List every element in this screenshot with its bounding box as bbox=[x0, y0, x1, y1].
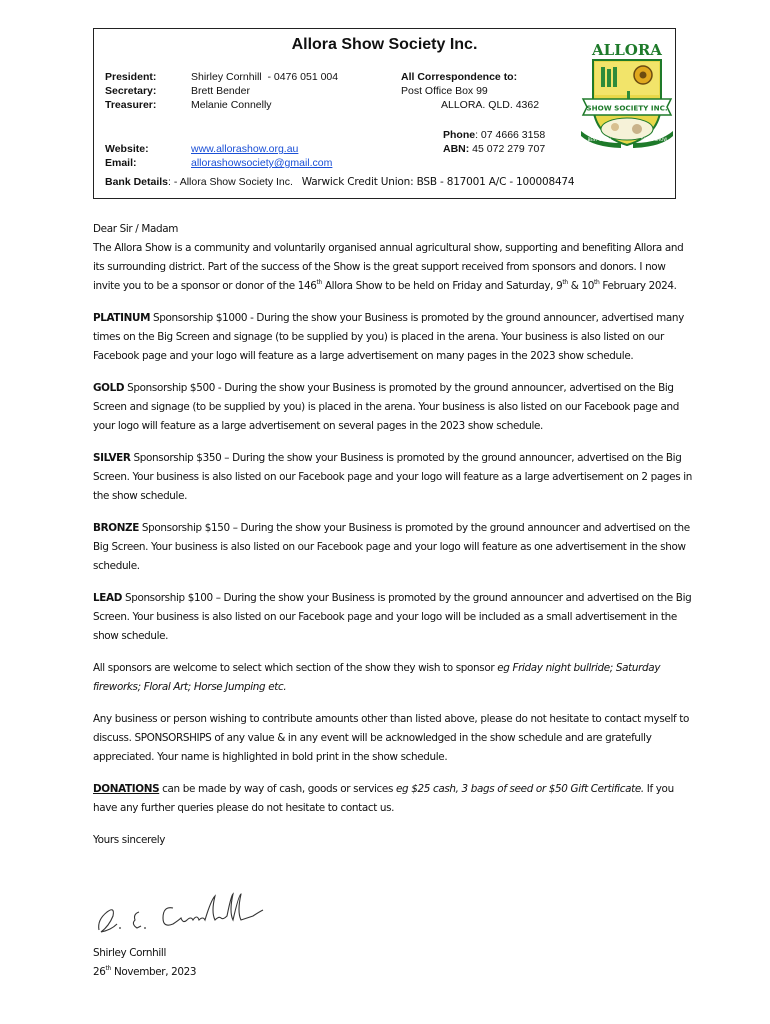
tier-lead: LEAD Sponsorship $100 – During the show your Business is promoted by the ground announcer and advertised on the Big Screen. Your business is also listed on our Facebook page and your logo will be included as a small advertisement in the show schedule. bbox=[93, 592, 692, 642]
address-line1: Post Office Box 99 bbox=[401, 85, 488, 97]
secretary-name: Brett Bender bbox=[191, 85, 250, 97]
secretary-label: Secretary: bbox=[105, 85, 157, 97]
president-name: Shirley Cornhill - 0476 051 004 bbox=[191, 71, 339, 83]
sponsor-examples: eg Friday night bullride; Saturday fireworks; Floral Art; Horse Jumping etc. bbox=[93, 662, 661, 693]
tier-gold: GOLD Sponsorship $500 - During the show your Business is promoted by the ground announcer, advertised on the Big Screen and signage (to be supplied by you) is placed in the arena. Your business is also listed on our Facebook page and your logo will feature as a large advertisement on several pages in the 2023 show schedule. bbox=[93, 382, 680, 432]
donation-examples: eg $25 cash, 3 bags of seed or $50 Gift Certificate. bbox=[395, 783, 644, 795]
bank-details-line bbox=[105, 175, 574, 189]
allora-show-logo bbox=[581, 35, 673, 151]
phone-label: Phone bbox=[443, 129, 476, 141]
tier-platinum: PLATINUM Sponsorship $1000 - During the show your Business is promoted by the ground announcer, advertised many times on the Big Screen and signage (to be supplied by you) is placed in the arena. Your business is also listed on our Facebook page and your logo will feature as a large advertisement on many pages in the 2023 show schedule. bbox=[93, 312, 684, 362]
email-link[interactable]: allorashowsociety@gmail.com bbox=[191, 157, 333, 169]
donations-label: DONATIONS bbox=[93, 783, 160, 795]
treasurer-label: Treasurer: bbox=[105, 99, 157, 111]
bank-account: Warwick Credit Union: BSB - 817001 A/C - 100008474 bbox=[301, 176, 575, 188]
bank-label: Bank Details bbox=[105, 176, 169, 188]
treasurer-name: Melanie Connelly bbox=[191, 99, 272, 111]
salutation: Dear Sir / Madam bbox=[93, 223, 179, 235]
donations-paragraph: DONATIONS can be made by way of cash, goods or services eg $25 cash, 3 bags of seed or $50 Gift Certificate. If you have any further queries please do not hesitate to contact us. bbox=[93, 783, 674, 814]
intro-paragraph: The Allora Show is a community and voluntarily organised annual agricultural show, supporting and benefiting Allora and its surrounding district. Part of the success of the Show is the great support received from sponsors and donors. I now invite you to be a sponsor or donor of the 146th Allora Show to be held on Friday and Saturday, 9th & 10th February 2024. bbox=[93, 242, 684, 292]
phone-number: : 07 4666 3158 bbox=[475, 129, 546, 141]
logo-banner-text: SHOW SOCIETY INC. bbox=[586, 103, 668, 113]
tier-name: LEAD bbox=[93, 592, 122, 604]
sponsors-paragraph: All sponsors are welcome to select which section of the show they wish to sponsor eg Friday night bullride; Saturday fireworks; Floral Art; Horse Jumping etc. bbox=[93, 662, 661, 693]
signature-image bbox=[93, 890, 268, 938]
abn-number: 45 072 279 707 bbox=[472, 143, 546, 155]
phone-line bbox=[443, 128, 545, 142]
tier-name: SILVER bbox=[93, 452, 131, 464]
president-phone: - 0476 051 004 bbox=[267, 71, 339, 83]
abn-line bbox=[443, 142, 545, 156]
email-label: Email: bbox=[105, 157, 137, 169]
closing: Yours sincerely bbox=[93, 834, 166, 846]
signer-block bbox=[93, 944, 196, 982]
signer-name: Shirley Cornhill bbox=[93, 947, 167, 959]
org-name: Allora Show Society Inc. bbox=[291, 36, 478, 53]
tier-silver: SILVER Sponsorship $350 – During the show your Business is promoted by the ground announcer, advertised on the Big Screen. Your business is also listed on our Facebook page and your logo will feature as a large advertisement on 2 pages in the show schedule. bbox=[93, 452, 692, 502]
letterhead bbox=[93, 28, 676, 199]
address-line2: ALLORA. QLD. 4362 bbox=[441, 99, 540, 111]
other-amounts-paragraph: Any business or person wishing to contribute amounts other than listed above, please do not hesitate to contact myself to discuss. SPONSORSHIPS of any value & in any event will be acknowledged in the show schedule and are gratefully appreciated. Your name is highlighted in bold print in the show schedule. bbox=[93, 713, 689, 763]
letter-date: 26th November, 2023 bbox=[93, 965, 197, 978]
abn-label: ABN: bbox=[443, 143, 470, 155]
correspondence-label: All Correspondence to: bbox=[401, 71, 518, 83]
bank-prefix: : - Allora Show Society Inc. bbox=[168, 176, 293, 188]
website-link[interactable]: www.allorashow.org.au bbox=[191, 143, 299, 155]
letter-body bbox=[93, 220, 693, 850]
tier-name: BRONZE bbox=[93, 522, 139, 534]
tier-bronze: BRONZE Sponsorship $150 – During the show your Business is promoted by the ground announcer and advertised on the Big Screen. Your business is also listed on our Facebook page and your logo will feature as one advertisement in the show schedule. bbox=[93, 522, 690, 572]
logo-title-text: ALLORA bbox=[592, 41, 662, 59]
website-label: Website: bbox=[105, 143, 149, 155]
president-label: President: bbox=[105, 71, 157, 83]
tier-name: PLATINUM bbox=[93, 312, 151, 324]
logo-motto-left: BEST SMALL bbox=[587, 137, 613, 142]
tier-name: GOLD bbox=[93, 382, 125, 394]
logo-motto-right: TOWN SHOW bbox=[640, 137, 668, 142]
